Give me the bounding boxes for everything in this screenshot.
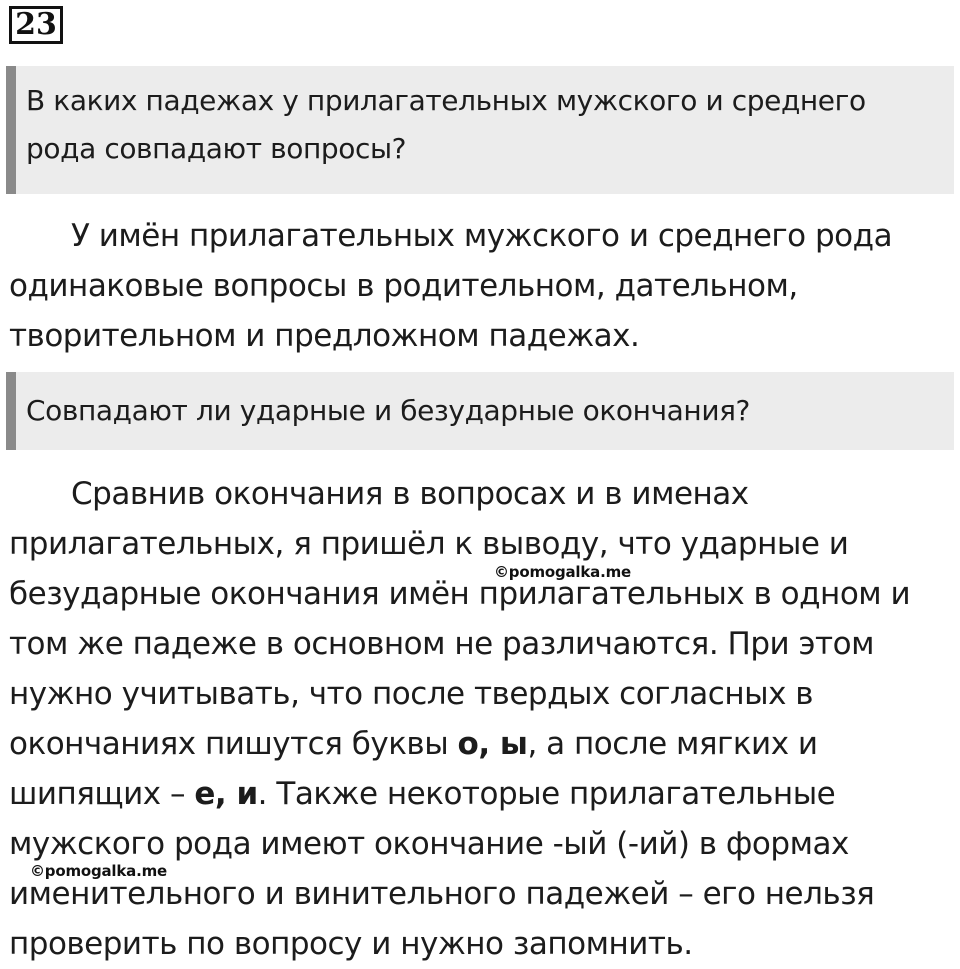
answer-1-line: У имён прилагательных мужского и среднего рода — [71, 218, 893, 254]
answer-paragraph-1 — [9, 211, 954, 361]
question-box-2 — [6, 372, 954, 450]
answer-2-text: окончаниях пишутся буквы — [9, 726, 458, 762]
answer-2-line: нужно учитывать, что после твердых согласных в — [9, 676, 814, 712]
answer-2-line: прилагательных, я пришёл к выводу, что ударные и — [9, 526, 849, 562]
answer-2-line: проверить по вопросу и нужно запомнить. — [9, 926, 693, 962]
answer-2-line: Сравнив окончания в вопросах и в именах — [71, 476, 749, 512]
watermark-bottom: ©pomogalka.me — [30, 862, 167, 880]
answer-2-line — [9, 769, 954, 819]
question-box-1 — [6, 66, 954, 194]
question-1-line: рода совпадают вопросы? — [26, 132, 407, 165]
task-number-badge: 23 — [9, 6, 63, 44]
answer-2-line: мужского рода имеют окончание -ый (-ий) в формах — [9, 826, 849, 862]
answer-1-line: одинаковые вопросы в родительном, дательном, — [9, 268, 798, 304]
answer-1-line: творительном и предложном падежах. — [9, 318, 640, 354]
answer-2-text: шипящих – — [9, 776, 195, 812]
bold-letters-o-y: о, ы — [457, 726, 528, 762]
question-1-line: В каких падежах у прилагательных мужского и среднего — [26, 84, 866, 117]
answer-2-text: . Также некоторые прилагательные — [257, 776, 836, 812]
answer-paragraph-2 — [9, 469, 954, 969]
answer-2-line — [9, 719, 954, 769]
answer-2-text: , а после мягких и — [527, 726, 818, 762]
bold-letters-e-i: е, и — [194, 776, 258, 812]
answer-2-line: именительного и винительного падежей – его нельзя — [9, 876, 875, 912]
answer-2-line: безударные окончания имён прилагательных в одном и — [9, 576, 911, 612]
question-2-line: Совпадают ли ударные и безударные окончания? — [26, 394, 751, 427]
answer-2-line: том же падеже в основном не различаются. При этом — [9, 626, 874, 662]
watermark-top: ©pomogalka.me — [494, 563, 631, 581]
